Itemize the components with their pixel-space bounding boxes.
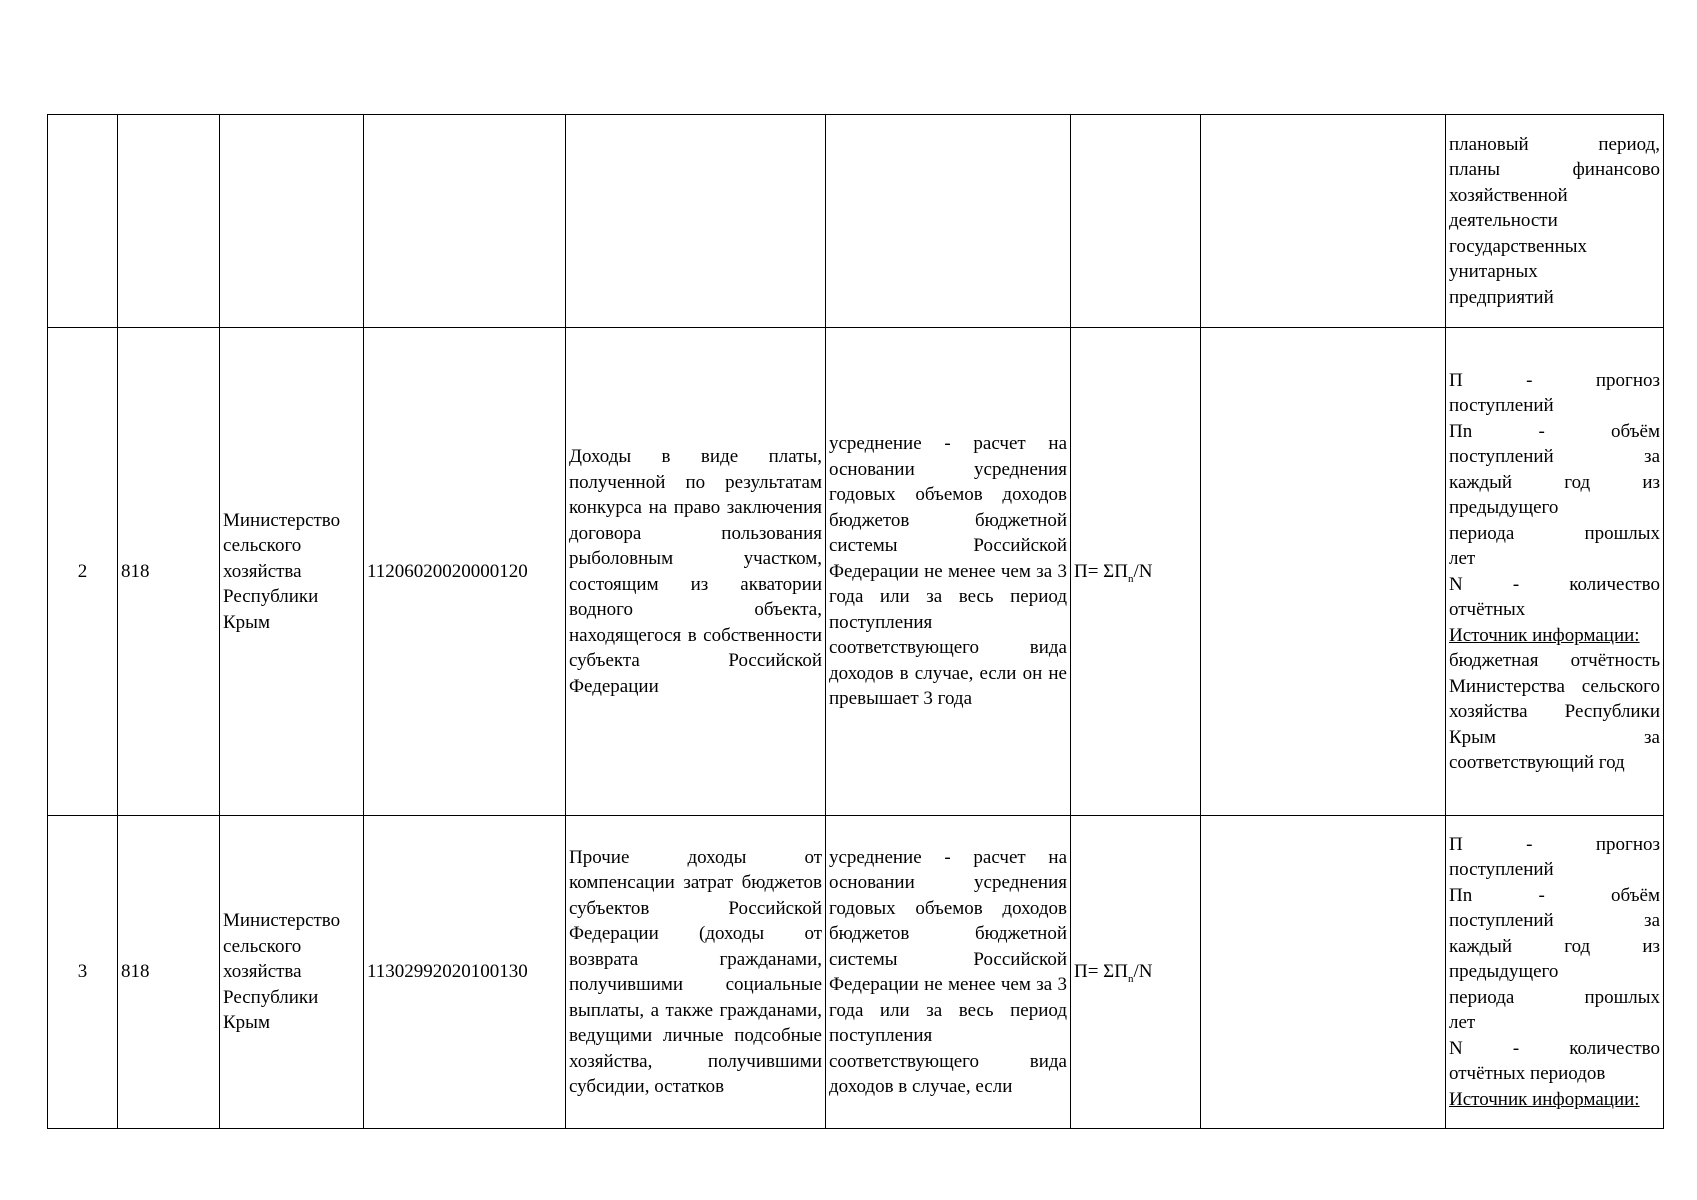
agency-name: Министерство сельского хозяйства Республики Крым [220, 816, 364, 1129]
calc-method: усреднение - расчет на основании усреднения годовых объемов доходов бюджетов бюджетной системы Российской Федерации не менее чем за 3 года или за весь период поступления соответствующего вида доходов в случае, если [826, 816, 1071, 1129]
admin-code [118, 115, 220, 328]
formula: $П= \Sigma П_n/N$ [1071, 816, 1201, 1129]
note-line: поступлений [1449, 395, 1554, 416]
note-line: отчётных периодов [1449, 1063, 1606, 1085]
note-line: деятельности [1449, 210, 1558, 232]
note-line: П - прогноз [1449, 833, 1660, 855]
formula [1071, 115, 1201, 328]
agency-name: Министерство сельского хозяйства Республики Крым [220, 328, 364, 816]
note-line: поступлений [1449, 859, 1554, 881]
note-line: периода прошлых [1449, 986, 1660, 1008]
admin-code: 818 [118, 328, 220, 816]
note-line: N - количество [1449, 1037, 1660, 1059]
note-line: Пn - объём [1449, 884, 1660, 906]
calc-method: усреднение - расчет на основании усреднения годовых объемов доходов бюджетов бюджетной системы Российской Федерации не менее чем за 3 года или за весь период поступления соответствующего вида доходов в случае, если он не превышает 3 года [826, 328, 1071, 816]
extra-cell [1201, 816, 1446, 1129]
note-line: П - прогноз [1449, 369, 1660, 391]
extra-cell [1201, 328, 1446, 816]
note-line: поступлений за [1449, 446, 1660, 467]
income-name: Доходы в виде платы, полученной по результатам конкурса на право заключения договора пользования рыболовным участком, состоящим из акватории водного объекта, находящегося в собственности субъекта Российской Федерации [566, 328, 826, 816]
note-line: отчётных [1449, 599, 1526, 620]
table-row [48, 328, 1664, 816]
note-line: периода прошлых [1449, 522, 1660, 544]
note-line: государственных [1449, 235, 1588, 257]
budget-code [364, 115, 566, 328]
note-line: предыдущего [1449, 497, 1559, 518]
note-line: предприятий [1449, 286, 1554, 308]
note-line: планы финансово [1449, 159, 1660, 181]
note-line: поступлений за [1449, 910, 1660, 932]
note-line: каждый год из [1449, 935, 1660, 957]
row-number: 2 [48, 328, 118, 816]
income-name: Прочие доходы от компенсации затрат бюджетов субъектов Российской Федерации (доходы от возврата гражданами, получившими социальные выплаты, а также гражданами, ведущими личные подсобные хозяйства, получившими субсидии, остатков [566, 816, 826, 1129]
note-cell [1446, 816, 1664, 1129]
admin-code: 818 [118, 816, 220, 1129]
revenue-forecast-table [47, 114, 1664, 1129]
note-line: унитарных [1449, 261, 1538, 283]
source-label: Источник информации: [1449, 1088, 1640, 1110]
budget-code: 11206020020000120 [364, 328, 566, 816]
calc-method [826, 115, 1071, 328]
agency-name [220, 115, 364, 328]
note-line: плановый период, [1449, 133, 1660, 155]
note-cell [1446, 328, 1664, 816]
extra-cell [1201, 115, 1446, 328]
note-line: хозяйственной [1449, 184, 1568, 206]
note-line: N - количество [1449, 573, 1660, 595]
source-label: Источник информации: [1449, 624, 1640, 646]
formula: $П= \Sigma П_n/N$ [1071, 328, 1201, 816]
income-name [566, 115, 826, 328]
source-text: бюджетная отчётность Министерства сельского хозяйства Республики Крым за соответствующий год [1449, 650, 1660, 773]
note-line: лет [1449, 1012, 1476, 1034]
note-line: Пn - объём [1449, 420, 1660, 442]
note-line: каждый год из [1449, 471, 1660, 493]
budget-code: 11302992020100130 [364, 816, 566, 1129]
table-row [48, 115, 1664, 328]
row-number: 3 [48, 816, 118, 1129]
note-line: предыдущего [1449, 961, 1559, 983]
note-cell [1446, 115, 1664, 328]
row-number [48, 115, 118, 328]
note-line: лет [1449, 548, 1476, 569]
table-row [48, 816, 1664, 1129]
